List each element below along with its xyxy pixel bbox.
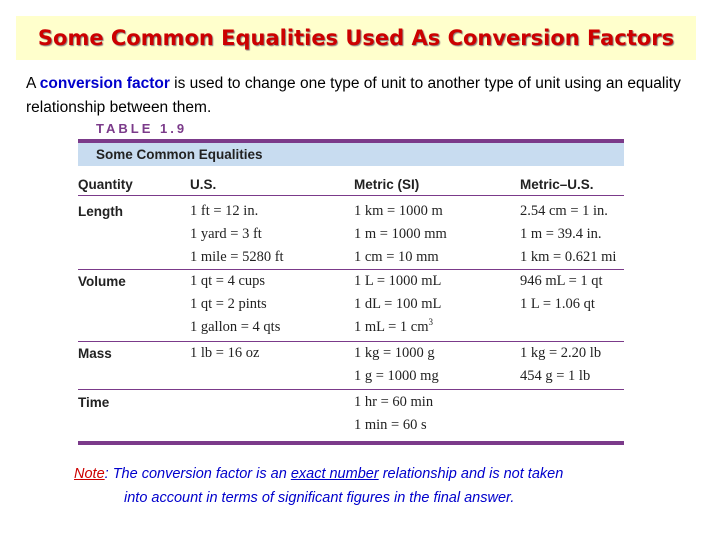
us-cell: 1 yard = 3 ft <box>190 226 262 242</box>
metric-us-cell: 2.54 cm = 1 in. <box>520 203 608 219</box>
metric-cell: 1 min = 60 s <box>354 417 427 433</box>
us-cell: 1 qt = 2 pints <box>190 296 267 312</box>
metric-cell: 1 cm = 10 mm <box>354 249 439 265</box>
metric-us-cell: 454 g = 1 lb <box>520 368 591 384</box>
note-label: Note <box>74 466 105 482</box>
note-emphasis: exact number <box>290 466 379 482</box>
quantity-volume: Volume <box>78 274 126 289</box>
note-text: relationship and is not taken <box>378 466 564 482</box>
quantity-mass: Mass <box>78 346 112 361</box>
header-quantity: Quantity <box>78 177 133 192</box>
us-cell: 1 mile = 5280 ft <box>190 249 284 265</box>
quantity-length: Length <box>78 204 123 219</box>
metric-cell: 1 dL = 100 mL <box>354 296 442 312</box>
metric-cell: 1 L = 1000 mL <box>354 273 442 289</box>
header-us: U.S. <box>190 177 217 192</box>
header-rule <box>78 195 624 196</box>
us-cell: 1 lb = 16 oz <box>190 345 260 361</box>
metric-us-cell: 1 kg = 2.20 lb <box>520 345 602 361</box>
metric-cell: 1 m = 1000 mm <box>354 226 447 242</box>
superscript-exponent: 3 <box>428 317 433 328</box>
intro-suffix: is used to change one type of unit to another type of unit using an equality relationship between them. <box>26 75 681 116</box>
table-label: TABLE 1.9 <box>96 121 188 136</box>
metric-us-cell: 946 mL = 1 qt <box>520 273 603 289</box>
table-caption-band <box>78 143 624 166</box>
row-separator <box>78 389 624 390</box>
metric-cell <box>354 316 433 339</box>
metric-cell: 1 km = 1000 m <box>354 203 443 219</box>
page-title: Some Common Equalities Used As Conversion Factors <box>37 26 675 50</box>
note-line-2: into account in terms of significant figures in the final answer. <box>124 490 515 506</box>
quantity-time: Time <box>78 395 110 410</box>
header-metric-us: Metric–U.S. <box>520 177 594 192</box>
header-metric-si: Metric (SI) <box>354 177 420 192</box>
intro-paragraph <box>26 72 686 120</box>
us-cell: 1 qt = 4 cups <box>190 273 266 289</box>
metric-cell: 1 g = 1000 mg <box>354 368 439 384</box>
table-caption: Some Common Equalities <box>96 147 263 162</box>
metric-us-cell: 1 L = 1.06 qt <box>520 296 595 312</box>
metric-cell: 1 kg = 1000 g <box>354 345 435 361</box>
note-paragraph <box>74 462 674 510</box>
us-cell: 1 ft = 12 in. <box>190 203 259 219</box>
table-bottom-rule <box>78 441 624 445</box>
metric-us-cell: 1 km = 0.621 mi <box>520 249 617 265</box>
us-cell: 1 gallon = 4 qts <box>190 319 281 335</box>
metric-cell-text: 1 mL = 1 cm <box>354 319 429 335</box>
intro-keyword: conversion factor <box>39 75 170 92</box>
title-banner <box>16 16 696 60</box>
intro-prefix: A <box>26 75 40 92</box>
metric-cell: 1 hr = 60 min <box>354 394 434 410</box>
note-text: : The conversion factor is an <box>104 466 291 482</box>
metric-us-cell: 1 m = 39.4 in. <box>520 226 602 242</box>
